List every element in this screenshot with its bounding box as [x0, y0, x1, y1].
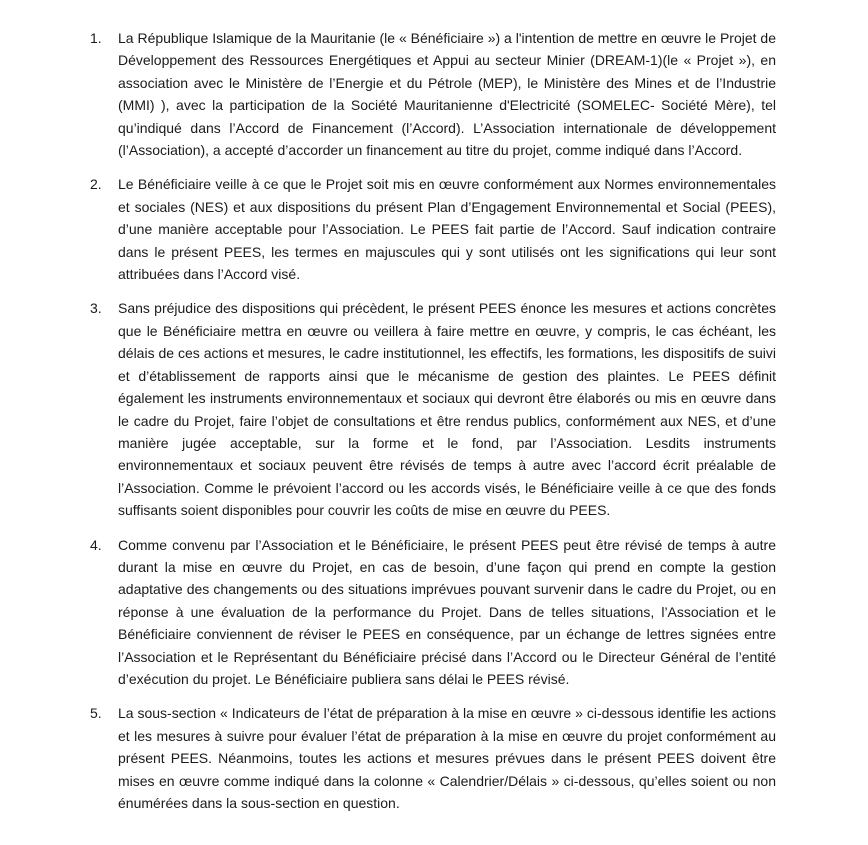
paragraph-number: 4.	[90, 536, 102, 553]
paragraph-number: 1.	[90, 30, 102, 46]
paragraph-text: La République Islamique de la Mauritanie (le « Bénéficiaire ») a l'intention de mettre en œuvre le Projet de Développement des Ressources Energétiques et Appui au secteur Minier (DREAM-1)(le « Projet »), en association avec le Ministère de l’Energie et du Pétrole (MEP), le Ministère des Mines et de l’Industrie (MMI) ), avec la participation de la Société Mauritanienne d'Electricité (SOMELEC- Société Mère), tel qu’indiqué dans l’Accord de Financement (l’Accord). L’Association internationale de développement (l’Association), a accepté d’accorder un financement au titre du projet, comme indiqué dans l’Accord.	[118, 30, 776, 159]
numbered-paragraph-1	[90, 27, 776, 161]
paragraph-number: 5.	[90, 705, 102, 722]
paragraph-text: Comme convenu par l’Association et le Bénéficiaire, le présent PEES peut être révisé de temps à autre durant la mise en œuvre du Projet, en cas de besoin, d’une façon qui prend en compte la gestion adaptative des changements ou des situations imprévues pouvant survenir dans le cadre du Projet, ou en réponse à une évaluation de la performance du Projet. Dans de telles situations, l’Association et le Bénéficiaire conviennent de réviser le PEES en conséquence, par un échange de lettres signées entre l’Association et le Représentant du Bénéficiaire précisé dans l’Accord ou le Directeur Général de l’entité d’exécution du projet. Le Bénéficiaire publiera sans délai le PEES révisé.	[118, 536, 776, 687]
numbered-paragraph-5	[90, 702, 776, 814]
paragraph-text: Le Bénéficiaire veille à ce que le Projet soit mis en œuvre conformément aux Normes environnementales et sociales (NES) et aux dispositions du présent Plan d’Engagement Environnemental et Social (PEES), d’une manière acceptable pour l’Association. Le PEES fait partie de l’Accord. Sauf indication contraire dans le présent PEES, les termes en majuscules qui y sont utilisés ont les significations qui leur sont attribuées dans l’Accord visé.	[118, 176, 776, 283]
numbered-paragraph-2	[90, 173, 776, 285]
numbered-paragraph-3	[90, 297, 776, 521]
paragraph-number: 2.	[90, 176, 102, 193]
paragraph-list	[90, 27, 776, 814]
numbered-paragraph-4	[90, 534, 776, 691]
paragraph-number: 3.	[90, 300, 102, 317]
paragraph-text: Sans préjudice des dispositions qui précèdent, le présent PEES énonce les mesures et actions concrètes que le Bénéficiaire mettra en œuvre ou veillera à faire mettre en œuvre, y compris, le cas échéant, les délais de ces actions et mesures, le cadre institutionnel, les effectifs, les formations, les dispositifs de suivi et d’établissement de rapports ainsi que le mécanisme de gestion des plaintes. Le PEES définit également les instruments environnementaux et sociaux qui devront être élaborés ou mis en œuvre dans le cadre du Projet, faire l’objet de consultations et être rendus publics, conformément aux NES, et d’une manière jugée acceptable, sur la forme et le fond, par l’Association. Lesdits instruments environnementaux et sociaux peuvent être révisés de temps à autre avec l’accord écrit préalable de l’Association. Comme le prévoient l’accord ou les accords visés, le Bénéficiaire veille à ce que des fonds suffisants soient disponibles pour couvrir les coûts de mise en œuvre du PEES.	[118, 300, 776, 519]
paragraph-text: La sous-section « Indicateurs de l’état de préparation à la mise en œuvre » ci-dessous identifie les actions et les mesures à suivre pour évaluer l’état de préparation à la mise en œuvre du projet conformément au présent PEES. Néanmoins, toutes les actions et mesures prévues dans le présent PEES doivent être mises en œuvre comme indiqué dans la colonne « Calendrier/Délais » ci-dessous, qu’elles soient ou non énumérées dans la sous-section en question.	[118, 705, 776, 811]
